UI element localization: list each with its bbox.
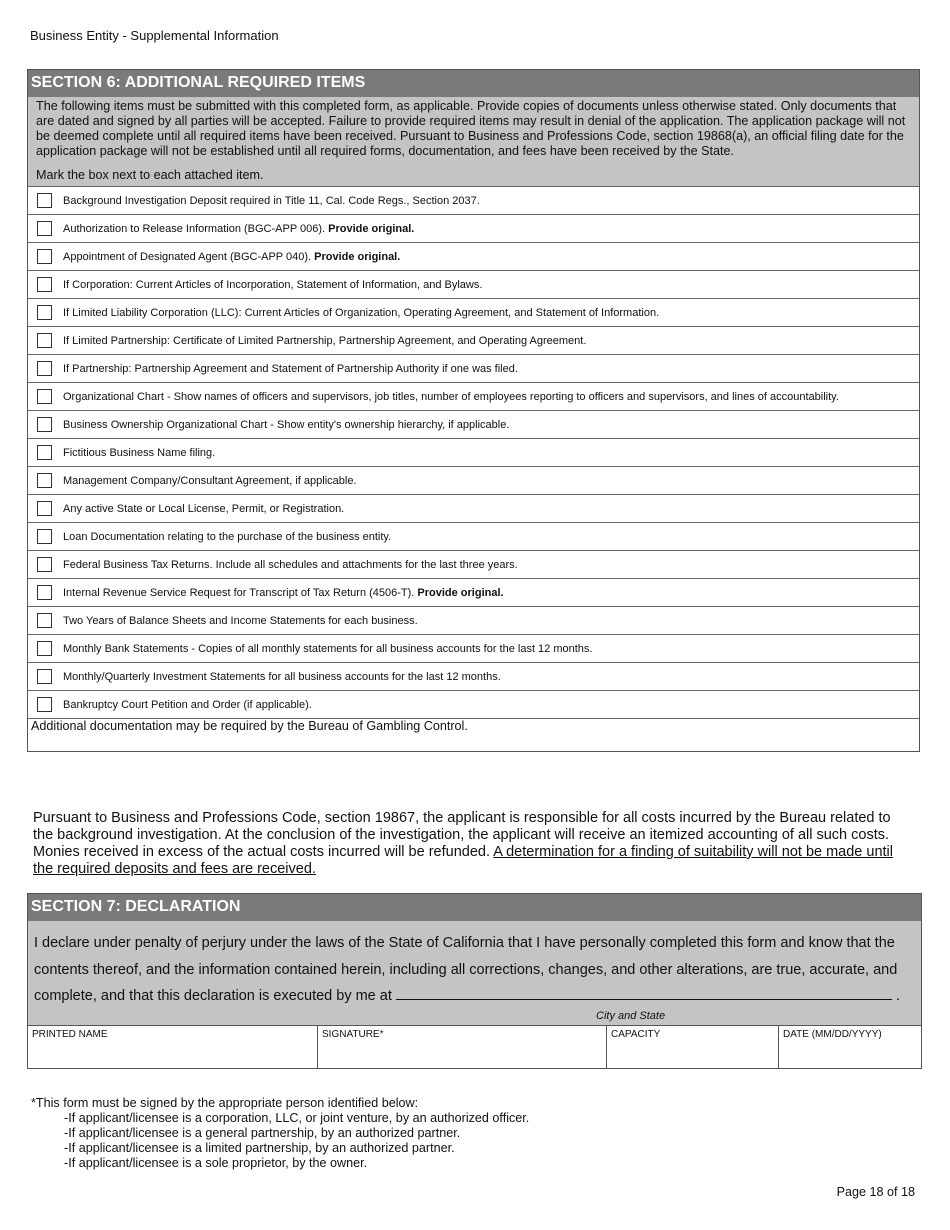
item-text: Internal Revenue Service Request for Transcript of Tax Return (4506-T).	[63, 586, 418, 599]
signing-notes	[31, 1096, 529, 1171]
signing-note: -If applicant/licensee is a limited partnership, by an authorized partner.	[64, 1141, 455, 1155]
signature-label: SIGNATURE*	[322, 1028, 384, 1040]
item-checkbox[interactable]	[37, 193, 52, 208]
item-text: Loan Documentation relating to the purchase of the business entity.	[63, 530, 392, 543]
checklist-item	[28, 214, 919, 242]
item-label	[63, 615, 418, 627]
declaration-end: .	[895, 988, 900, 1004]
item-label	[63, 223, 414, 235]
item-label	[63, 699, 312, 711]
checklist-item	[28, 410, 919, 438]
section-6-intro	[28, 97, 919, 186]
additional-docs-note: Additional documentation may be required by the Bureau of Gambling Control.	[28, 718, 919, 751]
required-items-list	[28, 186, 919, 718]
item-text: Background Investigation Deposit required in Title 11, Cal. Code Regs., Section 2037.	[63, 194, 480, 207]
item-label	[63, 671, 501, 683]
item-text: Federal Business Tax Returns. Include all schedules and attachments for the last three years.	[63, 558, 518, 571]
item-text: Appointment of Designated Agent (BGC-APP 040).	[63, 250, 315, 263]
item-text: Organizational Chart - Show names of officers and supervisors, job titles, number of employees reporting to officers and supervisors, and lines of accountability.	[63, 390, 839, 403]
item-checkbox[interactable]	[37, 221, 52, 236]
checklist-item	[28, 662, 919, 690]
checklist-item	[28, 298, 919, 326]
city-state-label: City and State	[596, 1009, 666, 1022]
item-text: If Corporation: Current Articles of Incorporation, Statement of Information, and Bylaws.	[63, 278, 483, 291]
checklist-item	[28, 578, 919, 606]
item-checkbox[interactable]	[37, 557, 52, 572]
declaration-statement: I declare under penalty of perjury under the laws of the State of California that I have personally completed this form and know that the contents thereof, and the information contained herein, including all corrections, changes, and other alterations, are true, accurate, and complete, and that this declaration is executed by me at	[34, 935, 898, 1004]
item-label	[63, 391, 839, 403]
signing-note: -If applicant/licensee is a general partnership, by an authorized partner.	[64, 1126, 461, 1140]
item-text: Management Company/Consultant Agreement, if applicable.	[63, 474, 357, 487]
item-text: Bankruptcy Court Petition and Order (if applicable).	[63, 698, 312, 711]
section-6	[27, 69, 920, 752]
checklist-item	[28, 466, 919, 494]
declaration-text	[28, 930, 921, 1010]
item-text: If Limited Partnership: Certificate of Limited Partnership, Partnership Agreement, and Operating Agreement.	[63, 334, 587, 347]
item-checkbox[interactable]	[37, 669, 52, 684]
capacity-field[interactable]	[606, 1026, 778, 1068]
date-field[interactable]	[778, 1026, 921, 1068]
checklist-item	[28, 354, 919, 382]
item-label	[63, 195, 480, 207]
checklist-item	[28, 634, 919, 662]
date-label: DATE (MM/DD/YYYY)	[783, 1028, 882, 1040]
printed-name-label: PRINTED NAME	[32, 1028, 108, 1040]
checklist-item	[28, 242, 919, 270]
item-label	[63, 363, 518, 375]
item-checkbox[interactable]	[37, 641, 52, 656]
item-checkbox[interactable]	[37, 585, 52, 600]
item-label	[63, 643, 592, 655]
section-6-instructions: The following items must be submitted with this completed form, as applicable. Provide copies of documents unless otherwise stated. Only documents that are dated and signed by all parties will be accepted. Failure to provide required items may result in denial of the application. The application package will not be deemed complete until all required items have been received. Pursuant to Business and Professions Code, section 19868(a), an official filing date for the application package will not be established until all required forms, documentation, and fees have been received by the State.	[36, 99, 906, 158]
checklist-item	[28, 522, 919, 550]
item-checkbox[interactable]	[37, 529, 52, 544]
checklist-item	[28, 690, 919, 718]
checklist-item	[28, 382, 919, 410]
checklist-item	[28, 438, 919, 466]
item-checkbox[interactable]	[37, 473, 52, 488]
costs-underlined: A determination for a finding of suitability will not be made until the required deposits and fees are received.	[33, 844, 893, 877]
item-text: Fictitious Business Name filing.	[63, 446, 216, 459]
item-text: Monthly/Quarterly Investment Statements for all business accounts for the last 12 months.	[63, 670, 501, 683]
item-checkbox[interactable]	[37, 417, 52, 432]
item-text: If Limited Liability Corporation (LLC): Current Articles of Organization, Operating Agreement, and Statement of Information.	[63, 306, 660, 319]
item-emphasis: Provide original.	[417, 586, 504, 599]
item-checkbox[interactable]	[37, 333, 52, 348]
item-checkbox[interactable]	[37, 277, 52, 292]
signing-note: -If applicant/licensee is a corporation, LLC, or joint venture, by an authorized officer.	[64, 1111, 530, 1125]
item-label	[63, 587, 504, 599]
item-text: Any active State or Local License, Permit, or Registration.	[63, 502, 345, 515]
signing-notes-intro: *This form must be signed by the appropriate person identified below:	[31, 1096, 419, 1110]
section-6-title: SECTION 6: ADDITIONAL REQUIRED ITEMS	[28, 70, 919, 97]
costs-text: Pursuant to Business and Professions Code, section 19867, the applicant is responsible for all costs incurred by the Bureau related to the background investigation. At the conclusion of the investigation, the applicant will receive an itemized accounting of all such costs. Monies received in excess of the actual costs incurred will be refunded.	[33, 810, 891, 860]
item-label	[63, 251, 400, 263]
section-7	[27, 893, 922, 1069]
item-checkbox[interactable]	[37, 501, 52, 516]
item-label	[63, 419, 509, 431]
checklist-item	[28, 550, 919, 578]
item-checkbox[interactable]	[37, 361, 52, 376]
mark-instruction: Mark the box next to each attached item.	[36, 168, 264, 182]
signature-grid	[28, 1025, 921, 1068]
item-emphasis: Provide original.	[314, 250, 401, 263]
item-checkbox[interactable]	[37, 389, 52, 404]
item-emphasis: Provide original.	[328, 222, 415, 235]
city-state-field[interactable]	[396, 985, 892, 1000]
item-label	[63, 559, 518, 571]
item-label	[63, 475, 357, 487]
capacity-label: CAPACITY	[611, 1028, 661, 1040]
printed-name-field[interactable]	[28, 1026, 317, 1068]
item-checkbox[interactable]	[37, 445, 52, 460]
signing-note: -If applicant/licensee is a sole proprietor, by the owner.	[64, 1156, 368, 1170]
item-text: Two Years of Balance Sheets and Income Statements for each business.	[63, 614, 418, 627]
item-label	[63, 503, 344, 515]
checklist-item	[28, 186, 919, 214]
item-text: Business Ownership Organizational Chart - Show entity's ownership hierarchy, if applicable.	[63, 418, 510, 431]
item-label	[63, 335, 586, 347]
checklist-item	[28, 326, 919, 354]
checklist-item	[28, 494, 919, 522]
checklist-item	[28, 606, 919, 634]
page-number: Page 18 of 18	[836, 1185, 915, 1199]
item-checkbox[interactable]	[37, 305, 52, 320]
item-text: If Partnership: Partnership Agreement and Statement of Partnership Authority if one was filed.	[63, 362, 518, 375]
item-checkbox[interactable]	[37, 697, 52, 712]
item-label	[63, 447, 215, 459]
document-header: Business Entity - Supplemental Information	[30, 28, 279, 43]
section-7-title: SECTION 7: DECLARATION	[28, 894, 921, 921]
costs-paragraph	[33, 810, 913, 878]
item-checkbox[interactable]	[37, 613, 52, 628]
checklist-item	[28, 270, 919, 298]
item-checkbox[interactable]	[37, 249, 52, 264]
signature-field[interactable]	[317, 1026, 606, 1068]
item-label	[63, 279, 482, 291]
item-text: Authorization to Release Information (BGC-APP 006).	[63, 222, 329, 235]
item-label	[63, 531, 391, 543]
item-label	[63, 307, 659, 319]
item-text: Monthly Bank Statements - Copies of all monthly statements for all business accounts for the last 12 months.	[63, 642, 593, 655]
